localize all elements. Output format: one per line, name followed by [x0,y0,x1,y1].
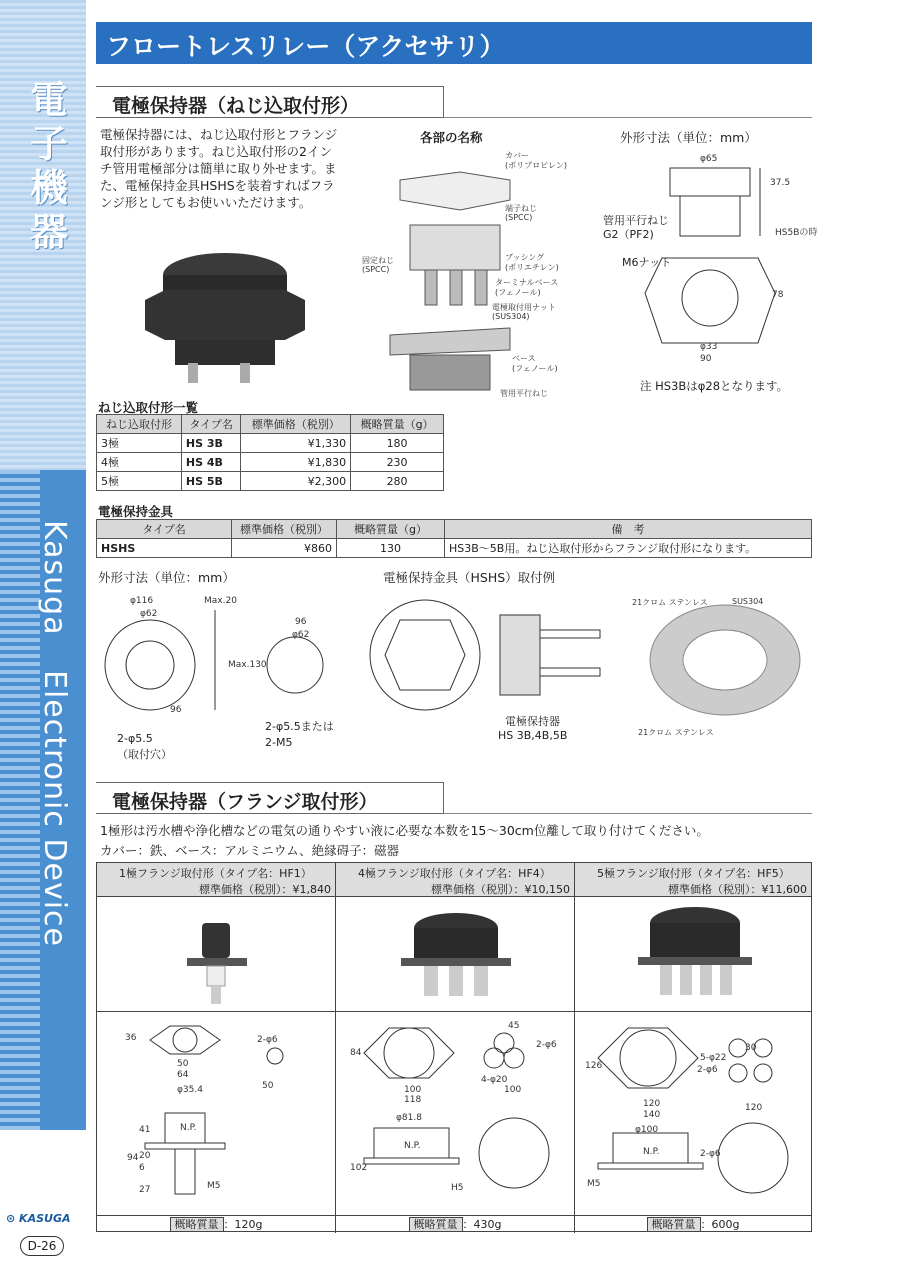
screw-list-title: ねじ込取付形一覧 [98,400,199,415]
bracket-dim-title: 外形寸法（単位：mm） [98,570,235,585]
table-row: 3極 HS 3B ¥1,330 180 [97,434,444,453]
page-number: D-26 [20,1236,64,1256]
page-title-bar [96,22,812,64]
hf5-dimension-drawing [583,1018,808,1208]
screw-list-table: ねじ込取付形 タイプ名 標準価格（税別） 概略質量（g） 3極 HS 3B ¥1,330 180 4極 HS 4B ¥1,830 230 5極 HS 5B ¥2,300 280 [96,414,444,491]
sidebar [0,0,86,1273]
product-hf4: 4極フランジ取付形（タイプ名：HF4） 標準価格（税別）：¥10,150 84 100 118 45 2-φ6 4-φ20 100 φ81.8 N.P. 102 H5 概略質量 ：430g [336,863,575,1233]
brand-vertical: Kasuga [37,520,72,636]
flange-product-grid [96,862,812,1232]
bracket-title: 電極保持金具 [98,504,174,519]
screw-note: 注 HS3Bはφ28となります。 [640,379,789,393]
screw-dim-title: 外形寸法（単位：mm） [620,130,757,145]
table-row: 5極 HS 5B ¥2,300 280 [97,472,444,491]
section-vertical: Electronic Device [37,670,72,948]
screw-holder-photo [140,245,310,390]
hf4-photo [396,908,516,1008]
parts-title: 各部の名称 [420,130,483,145]
category-label: 電 子 機 器 [30,78,69,254]
mounting-example-drawing [365,590,810,740]
flange-desc-1: 1極形は汚水槽や浄化槽などの電気の通りやすい液に必要な本数を15～30cm位離して取り付けてください。 [100,823,709,838]
section-heading-screw: 電極保持器（ねじ込取付形） [96,86,444,118]
product-hf1: 1極フランジ取付形（タイプ名：HF1） 標準価格（税別）：¥1,840 36 50 64 2-φ6 50 φ35.4 N.P. 94 41 20 6 27 M5 概略質量 ：120g [97,863,336,1233]
page-title: フロートレスリレー（アクセサリ） [106,32,505,61]
hf1-dimension-drawing [105,1018,330,1208]
product-hf5: 5極フランジ取付形（タイプ名：HF5） 標準価格（税別）：¥11,600 126 120 140 30 5-φ22 2-φ6 120 φ100 N.P. 2-φ6 M5 概略質量 ：600g [575,863,811,1233]
flange-desc-2: カバー：鉄、ベース：アルミニウム、絶縁碍子：磁器 [100,843,400,858]
sidebar-stripes [0,470,40,1130]
section-heading-flange: 電極保持器（フランジ取付形） [96,782,444,814]
table-row: HSHS ¥860 130 HS3B～5B用。ねじ込取付形からフランジ取付形になります。 [97,539,812,558]
hf5-photo [635,903,755,1008]
screw-intro: 電極保持器には、ねじ込取付形とフランジ取付形があります。ねじ込取付形の2インチ管用電極部分は簡単に取り外せます。また、電極保持金具HSHSを装着すればフランジ形としてもお使いいただけます。 [100,127,338,210]
kasuga-logo: ⊙ KASUGA [6,1212,71,1225]
example-title: 電極保持金具（HSHS）取付例 [383,570,556,585]
bracket-table: タイプ名 標準価格（税別） 概略質量（g） 備 考 HSHS ¥860 130 HS3B～5B用。ねじ込取付形からフランジ取付形になります。 [96,519,812,558]
hf1-photo [177,918,257,1008]
table-row: 4極 HS 4B ¥1,830 230 [97,453,444,472]
